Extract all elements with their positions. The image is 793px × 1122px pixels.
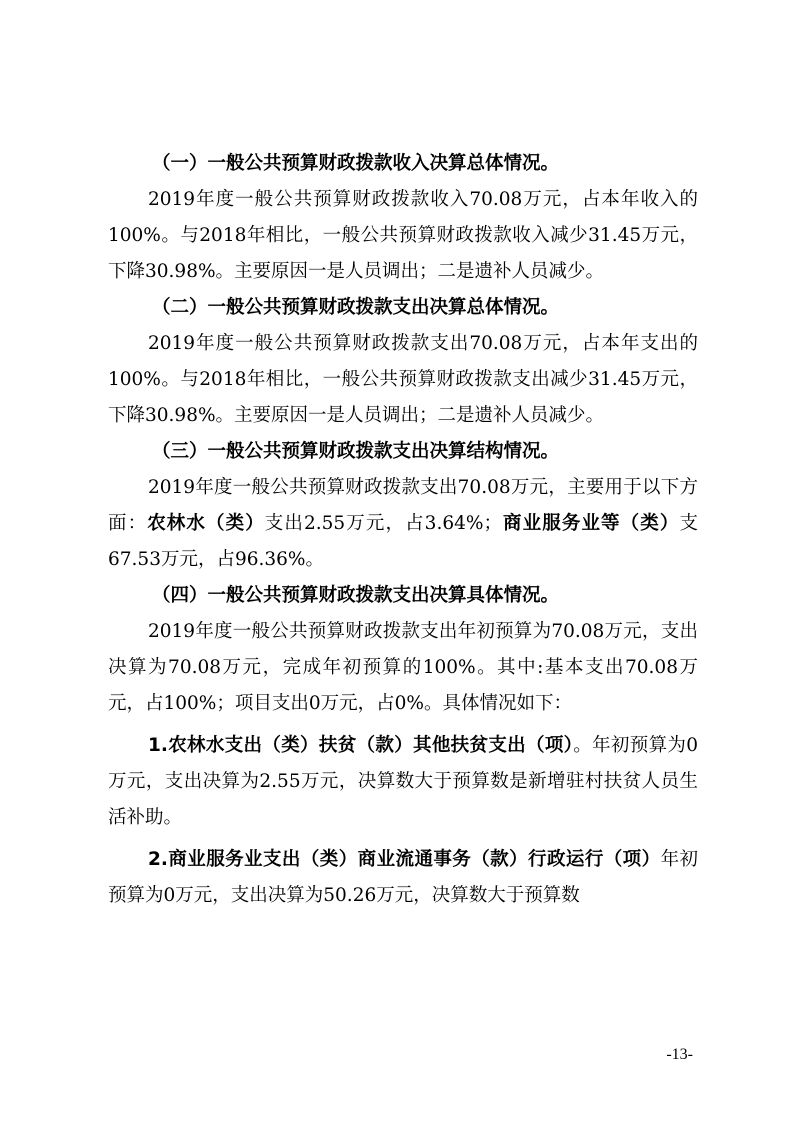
category-commerce-text: 支67.53万元，占96.36%。 (108, 513, 698, 570)
detail-item-1-text: 。年初预算为0万元，支出决算为2.55万元，决算数大于预算数是新增驻村扶贫人员生活补助。 (108, 735, 698, 828)
page-number: -13- (666, 1046, 693, 1063)
detail-item-2 (108, 842, 698, 914)
section-heading-3: （三）一般公共预算财政拨款支出决算结构情况。 (152, 441, 560, 462)
section-body-2: 2019年度一般公共预算财政拨款支出70.08万元，占本年支出的100%。与2018年相比，一般公共预算财政拨款支出减少31.45万元，下降30.98%。主要原因一是人员调出；二是遗补人员减少。 (108, 333, 698, 426)
detail-item-1 (108, 728, 698, 836)
section-body-4: 2019年度一般公共预算财政拨款支出年初预算为70.08万元，支出决算为70.08万元，完成年初预算的100%。其中:基本支出70.08万元，占100%；项目支出0万元，占0%。具体情况如下： (108, 621, 698, 714)
section-heading-1: （一）一般公共预算财政拨款收入决算总体情况。 (152, 153, 560, 174)
section-body-1: 2019年度一般公共预算财政拨款收入70.08万元，占本年收入的100%。与2018年相比，一般公共预算财政拨款收入减少31.45万元，下降30.98%。主要原因一是人员调出；二是遗补人员减少。 (108, 189, 698, 282)
section-heading-4: （四）一般公共预算财政拨款支出决算具体情况。 (152, 585, 560, 606)
detail-item-1-title: 1.农林水支出（类）扶贫（款）其他扶贫支出（项） (148, 735, 574, 756)
section-body-3 (108, 470, 698, 578)
detail-item-2-title: 2.商业服务业支出（类）商业流通事务（款）行政运行（项） (148, 849, 661, 870)
detail-item-2-text: 年初预算为0万元，支出决算为50.26万元，决算数大于预算数 (108, 849, 698, 906)
document-page (108, 146, 698, 914)
section3-intro: 2019年度一般公共预算财政拨款支出70.08万元，主要用于以下方面： (108, 477, 698, 534)
section-heading-2: （二）一般公共预算财政拨款支出决算总体情况。 (152, 297, 560, 318)
category-agriculture-text: 支出2.55万元，占3.64%； (264, 513, 502, 534)
category-commerce-label: 商业服务业等（类） (501, 513, 680, 534)
category-agriculture-label: 农林水（类） (147, 513, 265, 534)
